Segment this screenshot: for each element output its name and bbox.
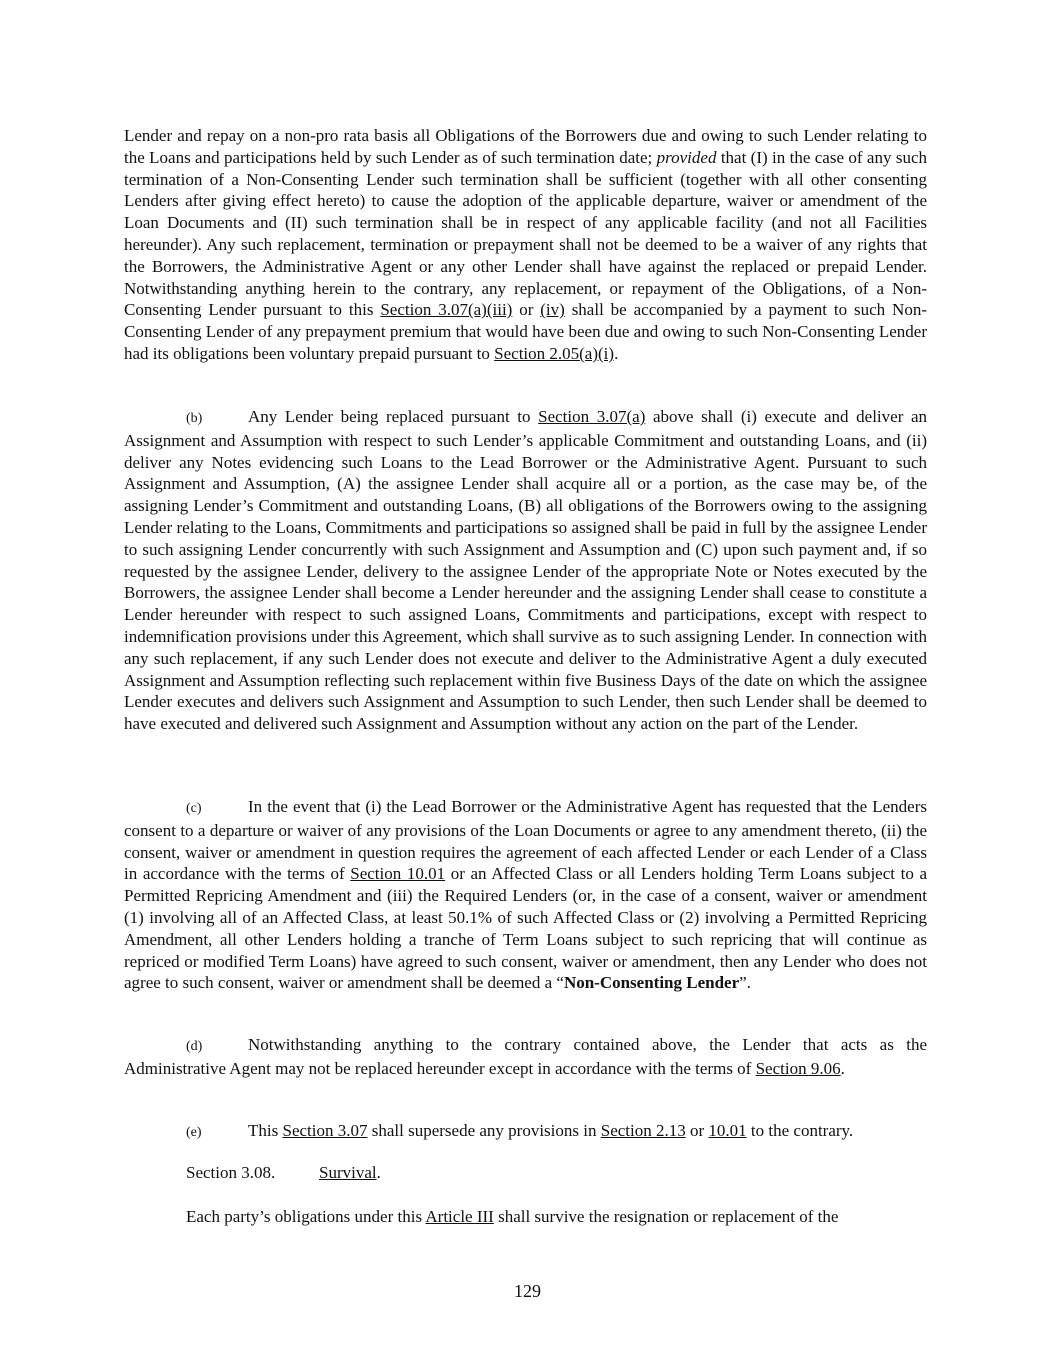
text: or an Affected Class or all Lenders holding Term Loans subject to a Permitted Repricing Amendment and (iii) the Required Lenders (or, in the case of a consent, waiver or amendment (1) involving all of an Affected Class, at least 50.1% of such Affected Class or (2) involving a Permitted Repricing Amendment, all other Lenders holding a tranche of Term Loans subject to such repricing that will continue as repriced or modified Term Loans) have agreed to such consent, waiver or amendment, then any Lender who does not agree to such consent, waiver or amendment shall be deemed a “ (124, 864, 927, 993)
section-reference: Section 3.07 (282, 1121, 368, 1140)
text: shall survive the resignation or replacement of the (493, 1207, 839, 1226)
text: or (512, 300, 541, 320)
section-reference: (iv) (540, 300, 565, 320)
text: . (840, 1058, 845, 1078)
paragraph-c (124, 796, 927, 994)
paragraph-label: (e) (186, 1125, 202, 1140)
text: shall supersede any provisions in (367, 1121, 601, 1140)
text: Each party’s obligations under this (186, 1207, 426, 1226)
section-reference: Section 2.13 (600, 1121, 686, 1140)
section-title: Survival (319, 1163, 377, 1182)
section-reference: Section 10.01 (350, 864, 446, 884)
text: that (I) in the case of any such termination of a Non-Consenting Lender such termination shall be sufficient (together with all other consenting Lenders after giving effect hereto) to cause the adoption of the applicable departure, waiver or amendment of the Loan Documents and (II) such termination shall be in respect of any applicable facility (and not all Facilities hereunder). Any such replacement, termination or prepayment shall not be deemed to be a waiver of any rights that the Borrowers, the Administrative Agent or any other Lender shall have against the replaced or prepaid Lender. Notwithstanding anything herein to the contrary, any replacement, or repayment of the Obligations, of a Non-Consenting Lender pursuant to this (124, 147, 927, 320)
text: In the event that (i) the Lead Borrower or the Administrative Agent has requested that the Lenders consent to a departure or waiver of any provisions of the Loan Documents or agree to any amendment thereto, (ii) the consent, waiver or amendment in question requires the agreement of each affected Lender or each Lender of a Class in accordance with the terms of (124, 797, 927, 884)
text: . (614, 343, 619, 363)
paragraph-label: (c) (186, 801, 202, 816)
text: Notwithstanding anything to the contrary contained above, the Lender that acts as the Administrative Agent may not be replaced hereunder except in accordance with the terms of (124, 1035, 927, 1078)
section-heading (186, 1162, 946, 1184)
text: Lender and repay on a non-pro rata basis all Obligations of the Borrowers due and owing to such Lender relating to the Loans and participations held by such Lender as of such termination date; (124, 126, 927, 167)
section-reference: Section 3.07(a) (538, 407, 646, 426)
article-reference: Article III (425, 1207, 494, 1226)
text: . (376, 1163, 381, 1182)
text: to the contrary. (746, 1121, 854, 1140)
paragraph-b (124, 406, 927, 735)
paragraph-label: (d) (186, 1039, 203, 1054)
text: This (248, 1121, 283, 1140)
text: ”. (739, 973, 751, 993)
text: above shall (i) execute and deliver an Assignment and Assumption with respect to such Lender’s applicable Commitment and outstanding Loans, and (ii) deliver any Notes evidencing such Loans to the Lead Borrower or the Administrative Agent. Pursuant to such Assignment and Assumption, (A) the assignee Lender shall acquire all or a portion, as the case may be, of the assigning Lender’s Commitment and outstanding Loans, (B) all obligations of the Borrowers owing to the assigning Lender relating to the Loans, Commitments and participations so assigned shall be paid in full by the assignee Lender to such assigning Lender concurrently with such Assignment and Assumption and (C) upon such payment and, if so requested by the assignee Lender, delivery to the assignee Lender of the appropriate Note or Notes executed by the Borrowers, the assignee Lender shall become a Lender hereunder and the assigning Lender shall cease to constitute a Lender hereunder with respect to such assigned Loans, Commitments and participations, except with respect to indemnification provisions under this Agreement, which shall survive as to such assigning Lender. In connection with any such replacement, if any such Lender does not execute and deliver to the Administrative Agent a duly executed Assignment and Assumption reflecting such replacement within five Business Days of the date on which the assignee Lender executes and delivers such Assignment and Assumption to such Lender, then such Lender shall be deemed to have executed and delivered such Assignment and Assumption without any action on the part of the Lender. (124, 407, 928, 734)
paragraph-a-continuation (124, 125, 927, 365)
page-number: 129 (514, 1281, 541, 1301)
defined-term: Non-Consenting Lender (563, 973, 740, 993)
paragraph-e (186, 1120, 946, 1144)
paragraph-label: (b) (186, 411, 203, 426)
section-number: Section 3.08. (186, 1163, 276, 1182)
paragraph-d (124, 1034, 927, 1080)
section-reference: Section 3.07(a)(iii) (380, 300, 513, 320)
section-reference: Section 9.06 (755, 1058, 841, 1078)
section-reference: 10.01 (708, 1121, 747, 1140)
text: shall be accompanied by a payment to such Non-Consenting Lender of any prepayment premium that would have been due and owing to such Non-Consenting Lender had its obligations been voluntary prepaid pursuant to (124, 300, 927, 363)
section-reference: Section 2.05(a)(i) (494, 343, 615, 363)
provided-term: provided (656, 147, 717, 167)
text: or (685, 1121, 709, 1140)
text: Any Lender being replaced pursuant to (248, 407, 539, 426)
section-body (186, 1206, 946, 1228)
